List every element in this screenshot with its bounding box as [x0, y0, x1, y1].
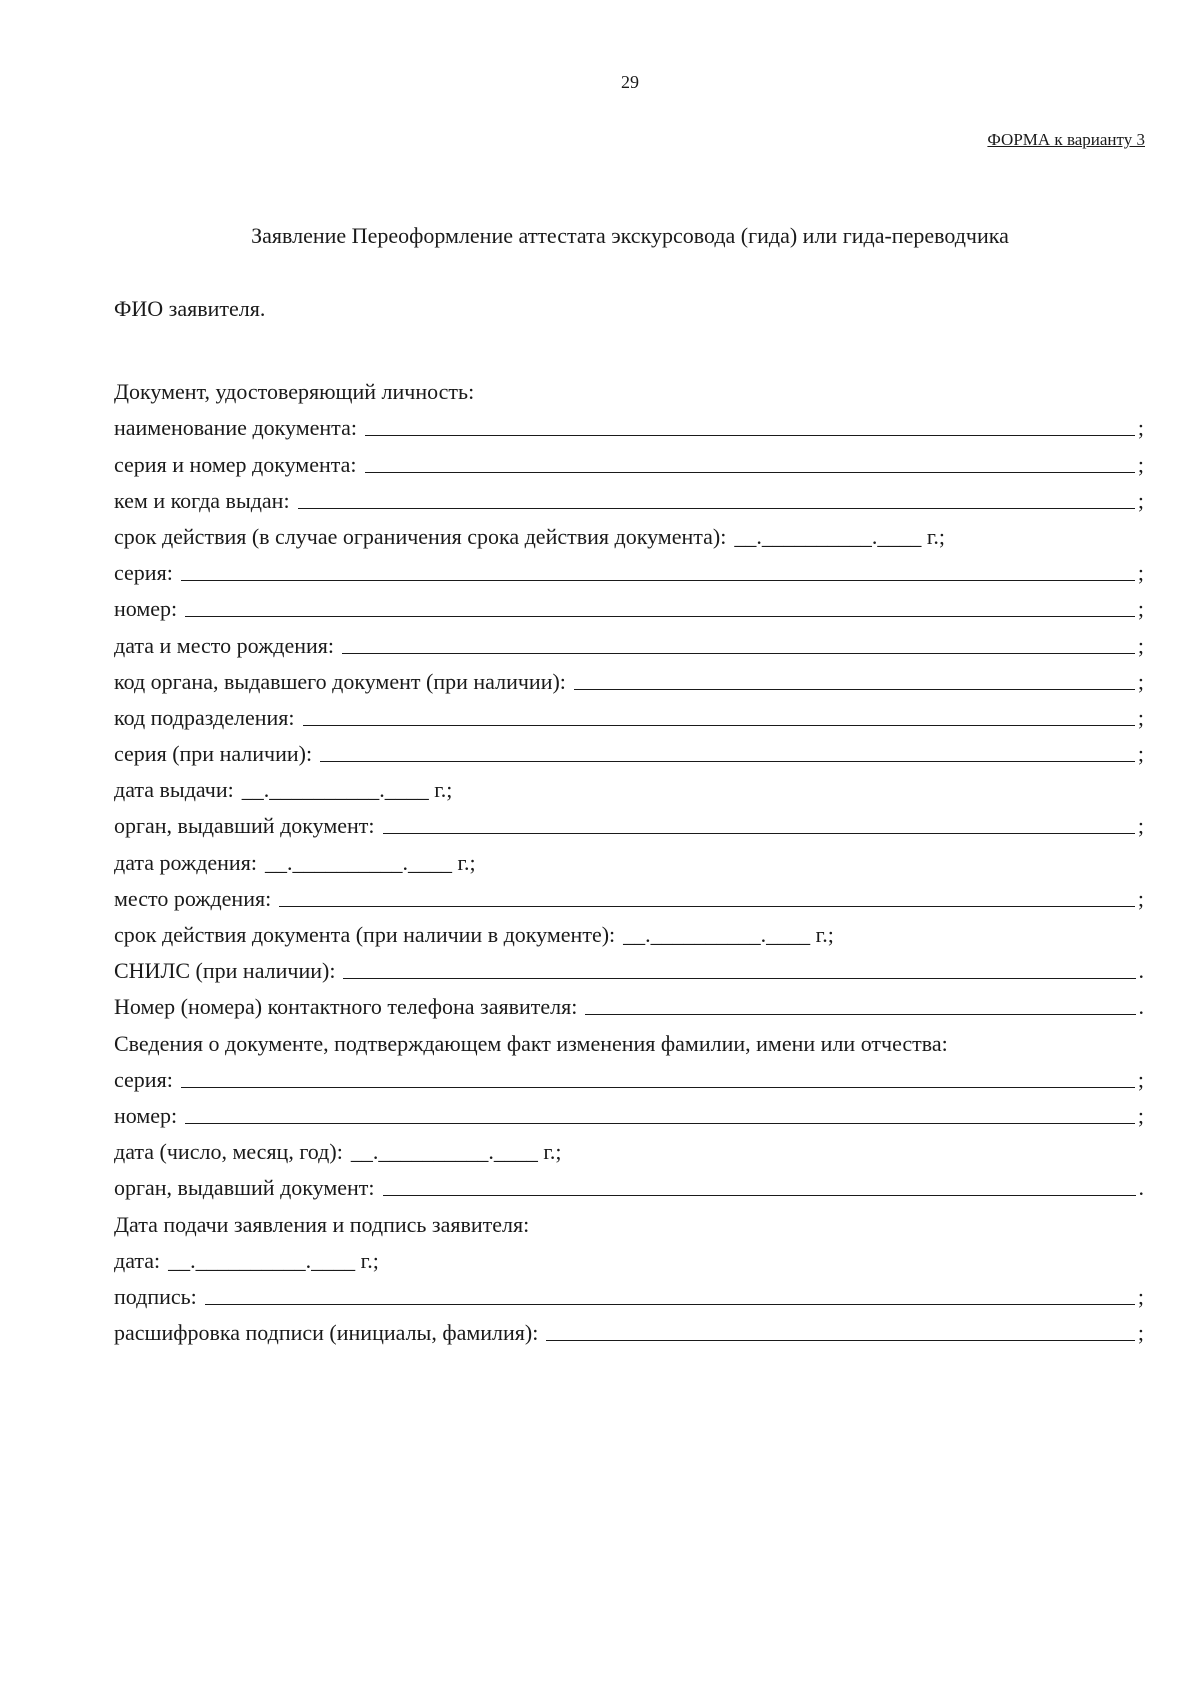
form-field-label: дата:	[114, 1247, 161, 1273]
form-field-label: код органа, выдавшего документ (при наличии):	[114, 668, 566, 694]
form-field-label: номер:	[114, 596, 178, 622]
form-field-label: серия и номер документа:	[114, 451, 357, 477]
line-terminator: ;	[1137, 1320, 1144, 1346]
blank-fill-line[interactable]	[342, 635, 1135, 654]
line-terminator: ;	[1137, 487, 1144, 513]
form-field-label: код подразделения:	[114, 704, 295, 730]
form-field-row	[114, 622, 1144, 658]
line-terminator: ;	[1137, 1066, 1144, 1092]
form-field-label: расшифровка подписи (инициалы, фамилия):	[114, 1320, 539, 1346]
line-terminator: ;	[1137, 1102, 1144, 1128]
document-title: Заявление Переоформление аттестата экскурсовода (гида) или гида-переводчика	[251, 223, 1009, 248]
form-field-label: дата и место рождения:	[114, 632, 335, 658]
blank-fill-line[interactable]	[298, 490, 1135, 509]
line-terminator: .	[1138, 958, 1144, 984]
blank-fill-line[interactable]	[585, 996, 1135, 1015]
line-terminator: ;	[1137, 632, 1144, 658]
line-terminator: ;	[1137, 1283, 1144, 1309]
form-field-row	[114, 514, 1144, 550]
line-terminator: ;	[1137, 704, 1144, 730]
line-terminator: ;	[1137, 813, 1144, 839]
date-template-field[interactable]: __.__________.____ г.;	[734, 523, 945, 549]
form-field-label: срок действия документа (при наличии в документе):	[114, 922, 616, 947]
form-field-label: дата выдачи:	[114, 777, 234, 803]
page-number: 29	[621, 72, 639, 92]
blank-fill-line[interactable]	[185, 1105, 1135, 1124]
form-field-label: срок действия (в случае ограничения срока действия документа):	[114, 523, 727, 549]
form-field-row	[114, 731, 1144, 767]
form-field-row	[114, 767, 1144, 803]
form-field-row	[114, 984, 1144, 1020]
form-field-label: наименование документа:	[114, 415, 357, 441]
form-field-label: орган, выдавший документ:	[114, 813, 375, 839]
line-terminator: ;	[1137, 415, 1144, 441]
form-section-heading	[114, 1020, 1144, 1056]
form-field-label: Дата подачи заявления и подпись заявителя:	[114, 1211, 530, 1237]
form-field-label: кем и когда выдан:	[114, 487, 290, 513]
form-field-row	[114, 1129, 1144, 1165]
form-field-label: место рождения:	[114, 885, 272, 911]
form-field-row	[114, 1093, 1144, 1129]
line-terminator: ;	[1137, 596, 1144, 622]
line-terminator: ;	[1137, 451, 1144, 477]
blank-fill-line[interactable]	[185, 598, 1135, 617]
blank-fill-line[interactable]	[205, 1286, 1135, 1305]
form-field-row	[114, 1238, 1144, 1274]
form-field-row	[114, 478, 1144, 514]
form-field-row	[114, 912, 1144, 948]
form-field-row	[114, 1274, 1144, 1310]
blank-fill-line[interactable]	[181, 1069, 1135, 1088]
form-field-row	[114, 1165, 1144, 1201]
line-terminator: ;	[1137, 668, 1144, 694]
line-terminator: .	[1138, 1175, 1144, 1201]
blank-fill-line[interactable]	[365, 454, 1135, 473]
form-field-label: серия (при наличии):	[114, 741, 313, 767]
form-field-row	[114, 1057, 1144, 1093]
form-section-heading	[114, 1201, 1144, 1237]
blank-fill-line[interactable]	[303, 707, 1135, 726]
line-terminator: ;	[1137, 885, 1144, 911]
blank-fill-line[interactable]	[574, 671, 1135, 690]
form-field-row	[114, 659, 1144, 695]
blank-fill-line[interactable]	[546, 1322, 1135, 1341]
date-template-field[interactable]: __.__________.____ г.;	[623, 922, 834, 947]
form-field-label: номер:	[114, 1102, 178, 1128]
blank-fill-line[interactable]	[365, 417, 1135, 436]
blank-fill-line[interactable]	[279, 888, 1135, 907]
applicant-name-label: ФИО заявителя.	[114, 296, 266, 321]
form-field-row	[114, 803, 1144, 839]
form-field-label: Сведения о документе, подтверждающем факт изменения фамилии, имени или отчества:	[114, 1030, 948, 1056]
form-field-label: дата рождения:	[114, 849, 257, 875]
date-template-field[interactable]: __.__________.____ г.;	[350, 1139, 562, 1165]
form-field-row	[114, 948, 1144, 984]
form-field-row	[114, 876, 1144, 912]
date-template-field[interactable]: __.__________.____ г.;	[264, 849, 476, 875]
form-field-label: дата (число, месяц, год):	[114, 1139, 343, 1165]
form-field-row	[114, 839, 1144, 875]
line-terminator: ;	[1137, 560, 1144, 586]
blank-fill-line[interactable]	[383, 1177, 1136, 1196]
form-field-row	[114, 405, 1144, 441]
form-field-label: серия:	[114, 1066, 173, 1092]
application-form	[114, 369, 1144, 1346]
blank-fill-line[interactable]	[383, 815, 1135, 834]
form-field-label: Документ, удостоверяющий личность:	[114, 379, 475, 405]
form-field-label: Номер (номера) контактного телефона заявителя:	[114, 994, 578, 1020]
line-terminator: .	[1138, 994, 1144, 1020]
date-template-field[interactable]: __.__________.____ г.;	[168, 1247, 379, 1273]
form-section-heading	[114, 369, 1144, 405]
form-reference: ФОРМА к варианту 3	[987, 130, 1145, 149]
blank-fill-line[interactable]	[343, 960, 1135, 979]
form-field-row	[114, 550, 1144, 586]
form-field-label: подпись:	[114, 1283, 197, 1309]
form-field-label: орган, выдавший документ:	[114, 1175, 375, 1201]
form-field-row	[114, 586, 1144, 622]
blank-fill-line[interactable]	[181, 562, 1135, 581]
blank-fill-line[interactable]	[320, 743, 1135, 762]
date-template-field[interactable]: __.__________.____ г.;	[241, 777, 453, 803]
line-terminator: ;	[1137, 741, 1144, 767]
form-field-row	[114, 1310, 1144, 1346]
form-field-label: серия:	[114, 560, 173, 586]
form-field-row	[114, 695, 1144, 731]
form-field-row	[114, 441, 1144, 477]
form-field-label: СНИЛС (при наличии):	[114, 958, 336, 984]
